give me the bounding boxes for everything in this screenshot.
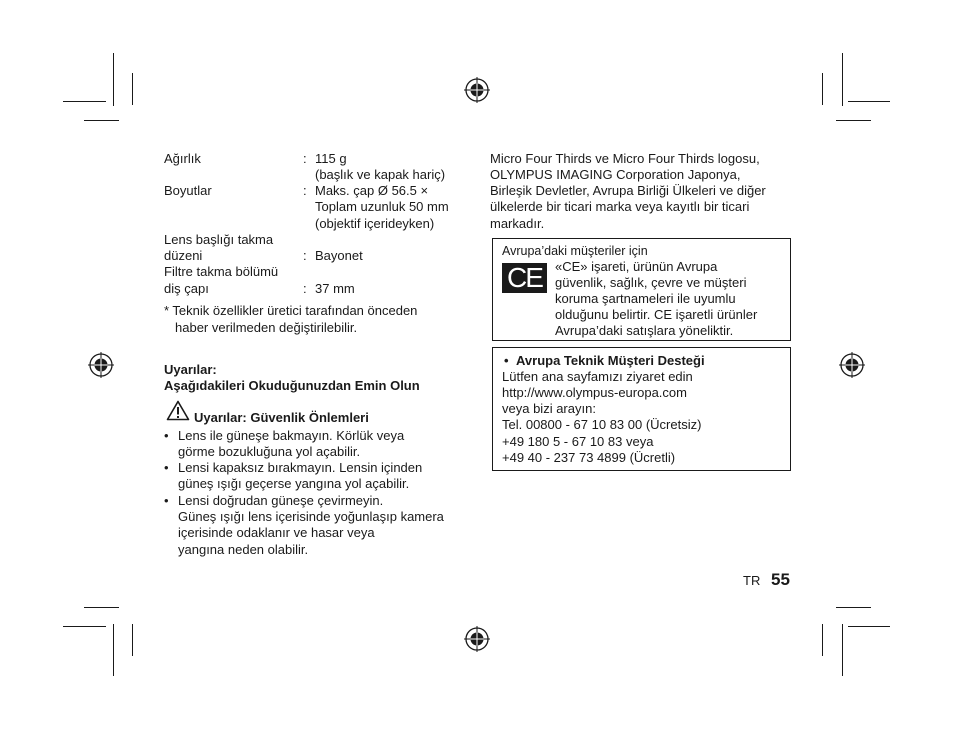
page-number: 55 — [771, 570, 790, 589]
spec-note: * Teknik özellikler üretici tarafından önceden — [164, 303, 418, 318]
warnings-subtitle: Aşağıdakileri Okuduğunuzdan Emin Olun — [164, 378, 420, 393]
ce-text-line: «CE» işareti, ürünün Avrupa — [555, 259, 718, 274]
spec-label-filter: diş çapı — [164, 281, 209, 296]
language-code: TR — [743, 573, 761, 588]
spec-value: (başlık ve kapak hariç) — [315, 167, 446, 182]
crop-mark — [113, 53, 114, 106]
warning-item: Lensi kapaksız bırakmayın. Lensin içinden — [178, 460, 423, 475]
spec-label-weight: Ağırlık — [164, 151, 201, 166]
ce-heading: Avrupa’daki müşteriler için — [502, 244, 648, 258]
support-url[interactable]: http://www.olympus-europa.com — [502, 385, 687, 400]
spec-colon: : — [303, 248, 307, 263]
spec-value: Toplam uzunluk 50 mm — [315, 199, 449, 214]
registration-mark-icon — [464, 77, 490, 103]
trademark-line: markadır. — [490, 216, 545, 231]
crop-mark — [848, 101, 890, 102]
crop-mark — [84, 120, 119, 121]
spec-value: Maks. çap Ø 56.5 × — [315, 183, 429, 198]
support-phone: Tel. 00800 - 67 10 83 00 (Ücretsiz) — [502, 417, 702, 432]
crop-mark — [842, 624, 843, 676]
warning-item: Güneş ışığı lens içerisinde yoğunlaşıp kamera — [178, 509, 444, 524]
safety-title: Uyarılar: Güvenlik Önlemleri — [194, 410, 369, 425]
crop-mark — [836, 120, 871, 121]
ce-text-line: Avrupa’daki satışlara yöneliktir. — [555, 323, 734, 338]
registration-mark-icon — [839, 352, 865, 378]
support-phone: +49 40 - 237 73 4899 (Ücretli) — [502, 450, 676, 465]
warning-item: içerisinde odaklanır ve hasar veya — [178, 525, 375, 540]
spec-colon: : — [303, 281, 307, 296]
warning-item: Lens ile güneşe bakmayın. Körlük veya — [178, 428, 405, 443]
bullet: • — [504, 353, 509, 368]
crop-mark — [132, 73, 133, 105]
spec-label-mount: Lens başlığı takma — [164, 232, 274, 247]
warning-item: yangına neden olabilir. — [178, 542, 309, 557]
support-line: Lütfen ana sayfamızı ziyaret edin — [502, 369, 693, 384]
warnings-title: Uyarılar: — [164, 362, 217, 377]
trademark-line: ülkelerde bir ticari marka veya kayıtlı bir ticari — [490, 199, 750, 214]
spec-colon: : — [303, 151, 307, 166]
trademark-line: Micro Four Thirds ve Micro Four Thirds logosu, — [490, 151, 760, 166]
trademark-line: Birleşik Devletler, Avrupa Birliği Ülkeleri ve diğer — [490, 183, 766, 198]
registration-mark-icon — [88, 352, 114, 378]
trademark-line: OLYMPUS IMAGING Corporation Japonya, — [490, 167, 741, 182]
support-phone: +49 180 5 - 67 10 83 veya — [502, 434, 654, 449]
spec-value: Bayonet — [315, 248, 363, 263]
crop-mark — [842, 53, 843, 106]
warning-item: güneş ışığı geçerse yangına yol açabilir. — [178, 476, 410, 491]
spec-value: 37 mm — [315, 281, 355, 296]
registration-mark-icon — [464, 626, 490, 652]
crop-mark — [822, 624, 823, 656]
spec-colon: : — [303, 183, 307, 198]
spec-note: haber verilmeden değiştirilebilir. — [175, 320, 358, 335]
crop-mark — [836, 607, 871, 608]
crop-mark — [848, 626, 890, 627]
ce-mark-icon: CE — [502, 263, 547, 293]
ce-text-line: koruma şartnameleri ile uyumlu — [555, 291, 736, 306]
crop-mark — [822, 73, 823, 105]
spec-label-mount: düzeni — [164, 248, 203, 263]
ce-text-line: güvenlik, sağlık, çevre ve müşteri — [555, 275, 747, 290]
support-box — [492, 347, 791, 471]
warning-triangle-icon — [166, 400, 190, 421]
crop-mark — [63, 626, 106, 627]
spec-value: (objektif içerideyken) — [315, 216, 435, 231]
support-title: Avrupa Teknik Müşteri Desteği — [516, 353, 705, 368]
spec-label-dimensions: Boyutlar — [164, 183, 212, 198]
crop-mark — [113, 624, 114, 676]
crop-mark — [84, 607, 119, 608]
crop-mark — [132, 624, 133, 656]
spec-label-filter: Filtre takma bölümü — [164, 264, 279, 279]
spec-value: 115 g — [315, 151, 347, 166]
warning-item: görme bozukluğuna yol açabilir. — [178, 444, 361, 459]
ce-notice-box — [492, 238, 791, 341]
crop-mark — [63, 101, 106, 102]
bullet: • — [164, 460, 169, 475]
warning-item: Lensi doğrudan güneşe çevirmeyin. — [178, 493, 384, 508]
support-line: veya bizi arayın: — [502, 401, 596, 416]
ce-text-line: olduğunu belirtir. CE işaretli ürünler — [555, 307, 758, 322]
bullet: • — [164, 428, 169, 443]
bullet: • — [164, 493, 169, 508]
